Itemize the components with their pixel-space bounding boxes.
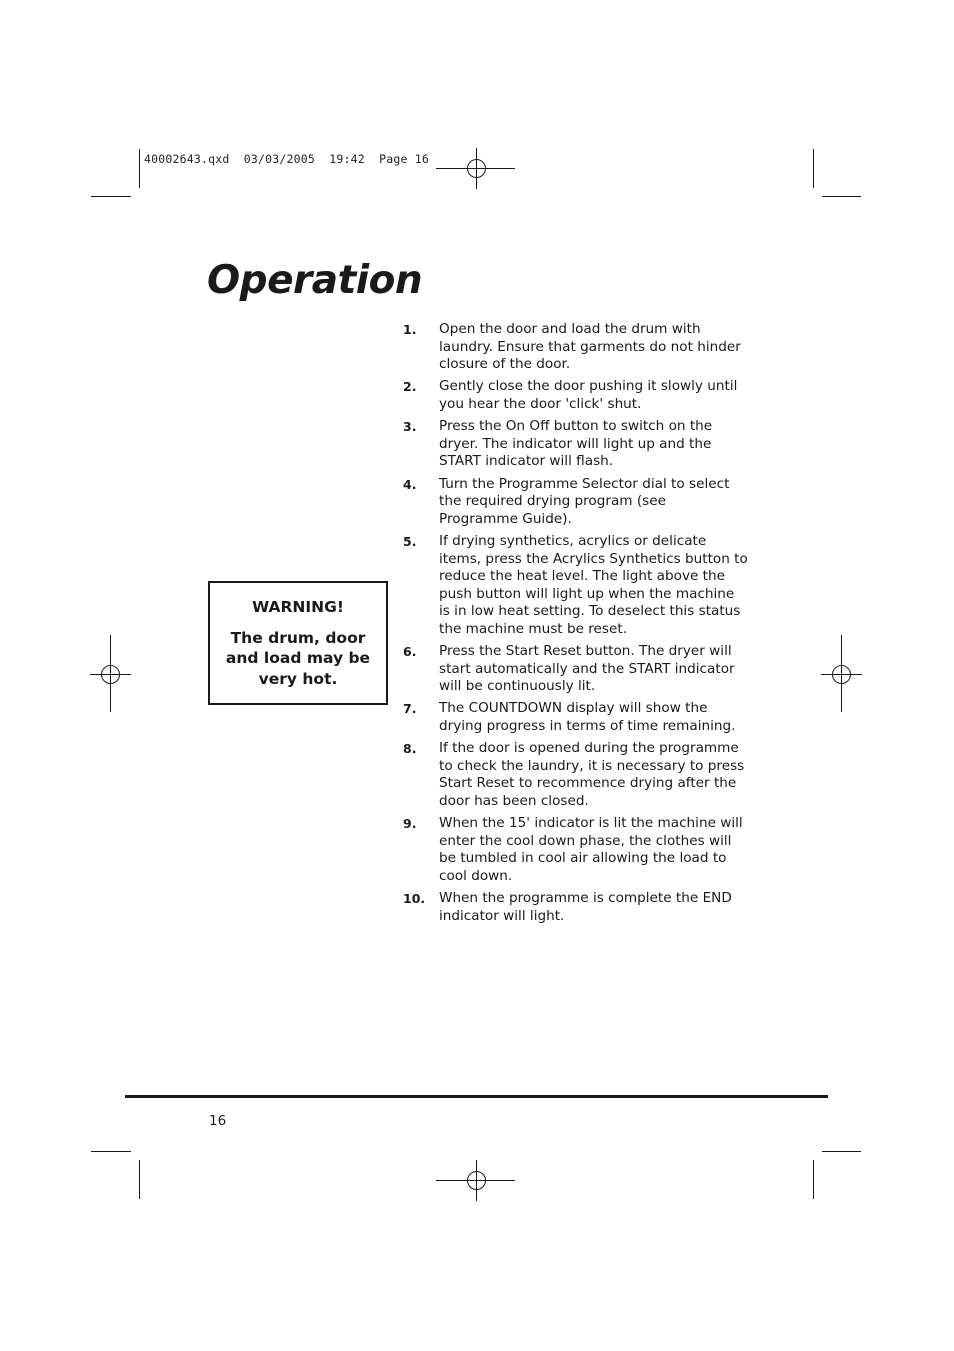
footer-rule bbox=[125, 1095, 828, 1098]
step-number: 1. bbox=[403, 322, 417, 337]
step-item bbox=[403, 815, 748, 885]
step-number: 2. bbox=[403, 379, 417, 395]
crop-mark bbox=[822, 1151, 861, 1152]
crop-mark bbox=[813, 149, 814, 188]
step-text: Press the On Off button to switch on the dryer. The indicator will light up and the START indicator will flash. bbox=[439, 418, 713, 470]
step-text: If the door is opened during the programme to check the laundry, it is necessary to press Start Reset to recommence drying after the door has been closed. bbox=[439, 740, 745, 809]
step-number: 9. bbox=[403, 816, 417, 832]
crop-mark bbox=[813, 1160, 814, 1199]
operation-steps bbox=[403, 321, 748, 930]
step-item bbox=[403, 476, 748, 529]
step-number: 7. bbox=[403, 701, 417, 717]
step-item bbox=[403, 890, 748, 925]
step-item bbox=[403, 533, 748, 639]
step-text: When the programme is complete the END indicator will light. bbox=[439, 890, 732, 924]
step-item bbox=[403, 700, 748, 735]
warning-heading: WARNING! bbox=[252, 598, 344, 616]
step-text: Open the door and load the drum with laundry. Ensure that garments do not hinder closure of the door. bbox=[439, 321, 741, 373]
step-number: 5. bbox=[403, 533, 417, 549]
step-text: Gently close the door pushing it slowly until you hear the door 'click' shut. bbox=[439, 378, 738, 412]
step-text: Press the Start Reset button. The dryer will start automatically and the START indicator will be continuously lit. bbox=[439, 643, 735, 695]
step-number: 8. bbox=[403, 741, 417, 757]
step-text: The COUNTDOWN display will show the drying progress in terms of time remaining. bbox=[439, 700, 736, 735]
step-item bbox=[403, 378, 748, 413]
warning-box bbox=[208, 581, 388, 705]
step-item bbox=[403, 740, 748, 810]
registration-mark-icon bbox=[90, 635, 132, 713]
warning-text: The drum, door and load may be very hot. bbox=[225, 628, 371, 688]
page-number: 16 bbox=[209, 1113, 227, 1129]
crop-mark bbox=[91, 1151, 131, 1152]
print-slug: 40002643.qxd 03/03/2005 19:42 Page 16 bbox=[144, 152, 429, 166]
registration-mark-icon bbox=[436, 1160, 516, 1202]
registration-mark-icon bbox=[821, 635, 863, 713]
page-title: Operation bbox=[207, 258, 423, 303]
step-number: 6. bbox=[403, 644, 417, 660]
registration-mark-icon bbox=[436, 148, 516, 190]
step-item bbox=[403, 643, 748, 696]
step-text: Turn the Programme Selector dial to select the required drying program (see Programme Guide). bbox=[439, 475, 730, 527]
step-number: 3. bbox=[403, 419, 417, 435]
step-item bbox=[403, 418, 748, 471]
crop-mark bbox=[139, 149, 140, 188]
step-number: 4. bbox=[403, 476, 417, 492]
crop-mark bbox=[91, 196, 131, 197]
step-item bbox=[403, 321, 748, 374]
step-text: When the 15' indicator is lit the machine will enter the cool down phase, the clothes will be tumbled in cool air allowing the load to cool down. bbox=[439, 815, 743, 884]
crop-mark bbox=[822, 196, 861, 197]
step-text: If drying synthetics, acrylics or delicate items, press the Acrylics Synthetics button to reduce the heat level. The light above the push button will light up when the machine is in low heat setting. To deselect this status the machine must be reset. bbox=[439, 532, 748, 637]
step-number: 10. bbox=[403, 891, 426, 907]
crop-mark bbox=[139, 1160, 140, 1199]
